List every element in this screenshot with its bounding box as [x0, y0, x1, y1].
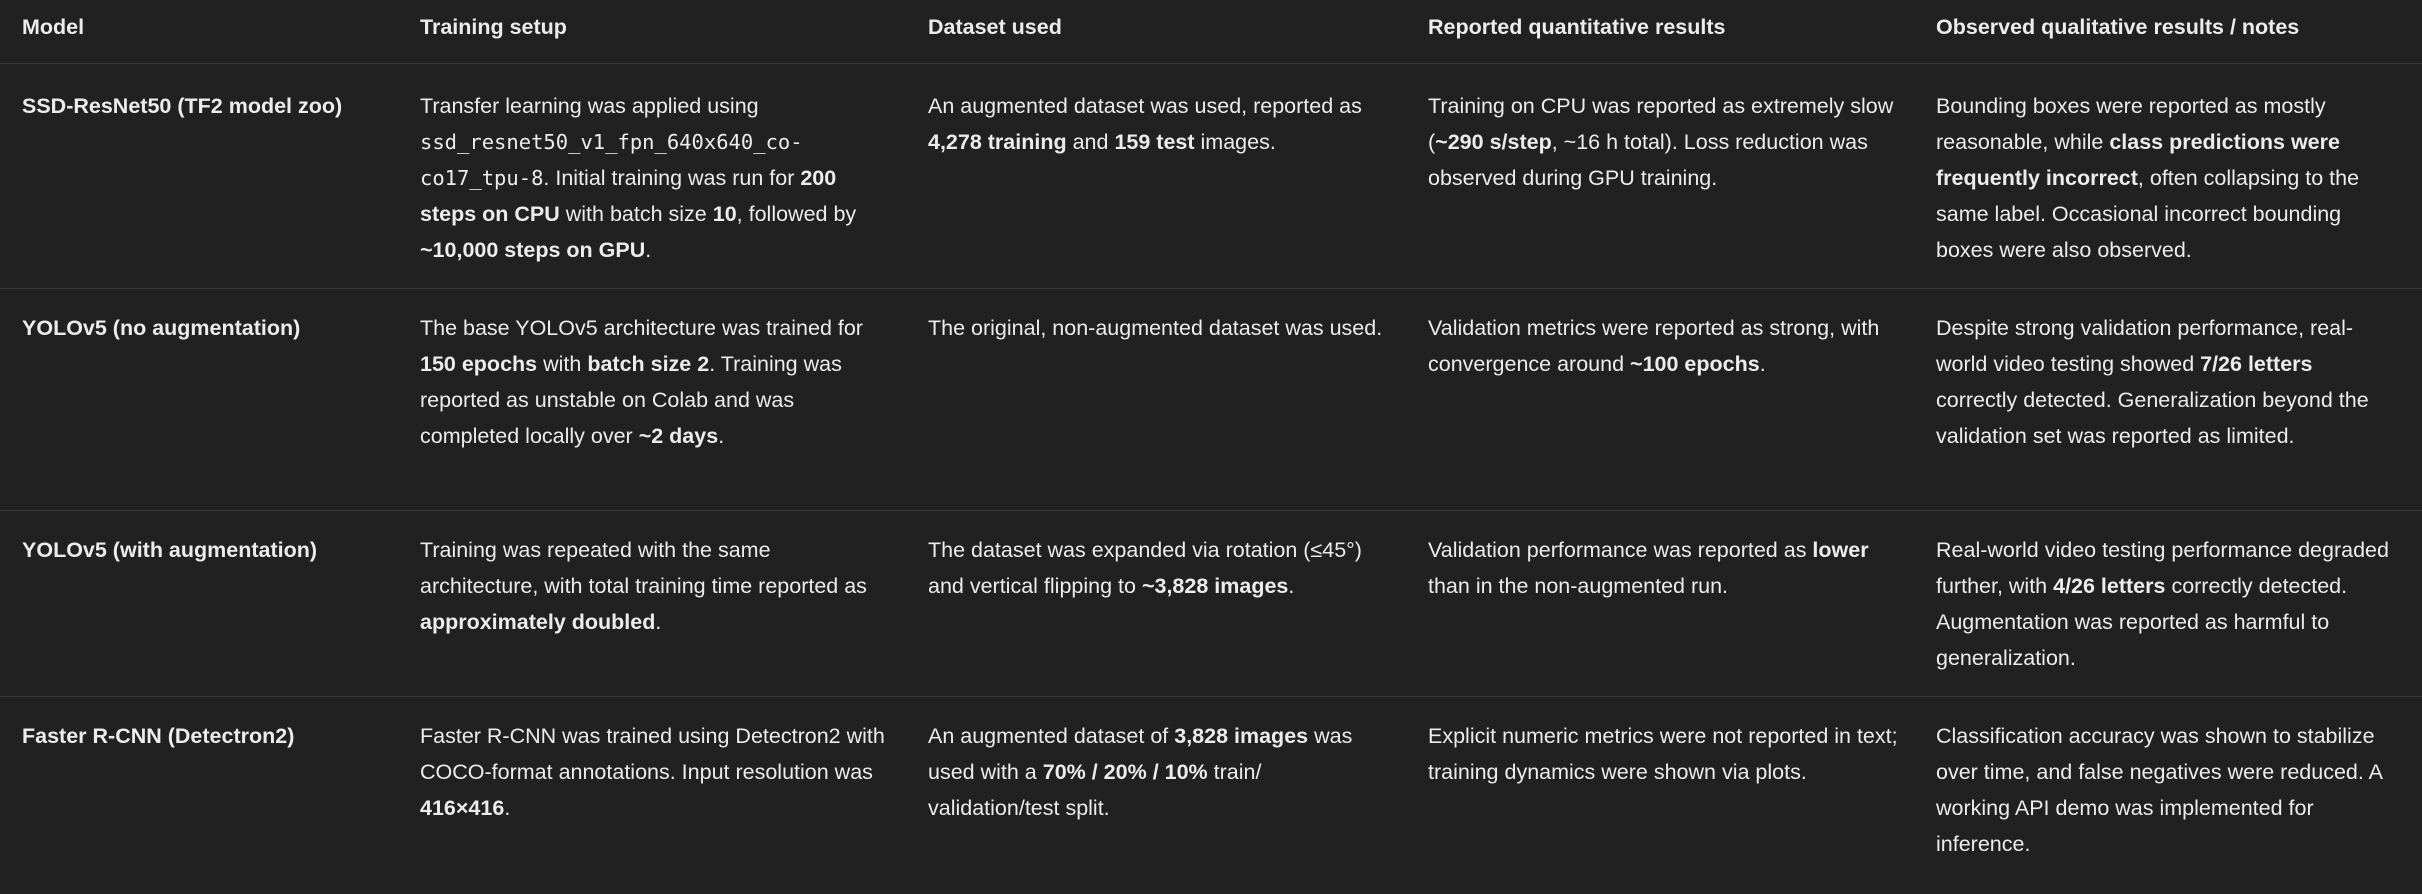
row-1-qualitative: Despite strong validation performance, real-world video testing showed 7/26 letters correctly detected. Generalization beyond the validation set was reported as limited.: [1936, 316, 2369, 448]
row-2-quantitative: Validation performance was reported as lower than in the non-augmented run.: [1428, 538, 1869, 598]
row-2-training-setup: Training was repeated with the same architecture, with total training time reported as approximately doubled.: [420, 538, 867, 634]
header-qualitative-results: Observed qualitative results / notes: [1936, 15, 2300, 39]
row-1-quantitative: Validation metrics were reported as strong, with convergence around ~100 epochs.: [1428, 316, 1880, 376]
row-0-model: SSD-ResNet50 (TF2 model zoo): [22, 94, 343, 118]
row-0-training-setup: Transfer learning was applied using ssd_resnet50_v1_fpn_640x640_co-co17_tpu-8. Initial training was run for 200 steps on CPU with batch size 10, followed by ~10,000 steps on GPU.: [420, 94, 857, 262]
header-quantitative-results: Reported quantitative results: [1428, 15, 1726, 39]
row-3-dataset: An augmented dataset of 3,828 images was used with a 70% / 20% / 10% train/ validation/test split.: [928, 724, 1353, 820]
row-divider: [0, 288, 2422, 289]
row-3-training-setup: Faster R-CNN was trained using Detectron2 with COCO-format annotations. Input resolution was 416×416.: [420, 724, 885, 820]
row-divider: [0, 696, 2422, 697]
row-0-quantitative: Training on CPU was reported as extremely slow (~290 s/step, ~16 h total). Loss reduction was observed during GPU training.: [1428, 94, 1894, 190]
header-divider: [0, 63, 2422, 64]
header-model: Model: [22, 15, 85, 39]
row-divider: [0, 510, 2422, 511]
header-dataset-used: Dataset used: [928, 15, 1062, 39]
row-2-model: YOLOv5 (with augmentation): [22, 538, 318, 562]
row-2-dataset: The dataset was expanded via rotation (≤45°) and vertical flipping to ~3,828 images.: [928, 538, 1362, 598]
row-0-dataset: An augmented dataset was used, reported as 4,278 training and 159 test images.: [928, 94, 1362, 154]
row-0-qualitative: Bounding boxes were reported as mostly reasonable, while class predictions were frequently incorrect, often collapsing to the same label. Occasional incorrect bounding boxes were also observed.: [1936, 94, 2360, 262]
row-3-model: Faster R-CNN (Detectron2): [22, 724, 295, 748]
row-1-dataset: The original, non-augmented dataset was used.: [928, 316, 1383, 340]
row-1-training-setup: The base YOLOv5 architecture was trained for 150 epochs with batch size 2. Training was reported as unstable on Colab and was completed locally over ~2 days.: [420, 316, 863, 448]
row-3-quantitative: Explicit numeric metrics were not reported in text; training dynamics were shown via plots.: [1428, 724, 1898, 784]
row-2-qualitative: Real-world video testing performance degraded further, with 4/26 letters correctly detected. Augmentation was reported as harmful to generalization.: [1936, 538, 2389, 670]
row-1-model: YOLOv5 (no augmentation): [22, 316, 301, 340]
header-training-setup: Training setup: [420, 15, 567, 39]
row-3-qualitative: Classification accuracy was shown to stabilize over time, and false negatives were reduced. A working API demo was implemented for inference.: [1936, 724, 2382, 856]
